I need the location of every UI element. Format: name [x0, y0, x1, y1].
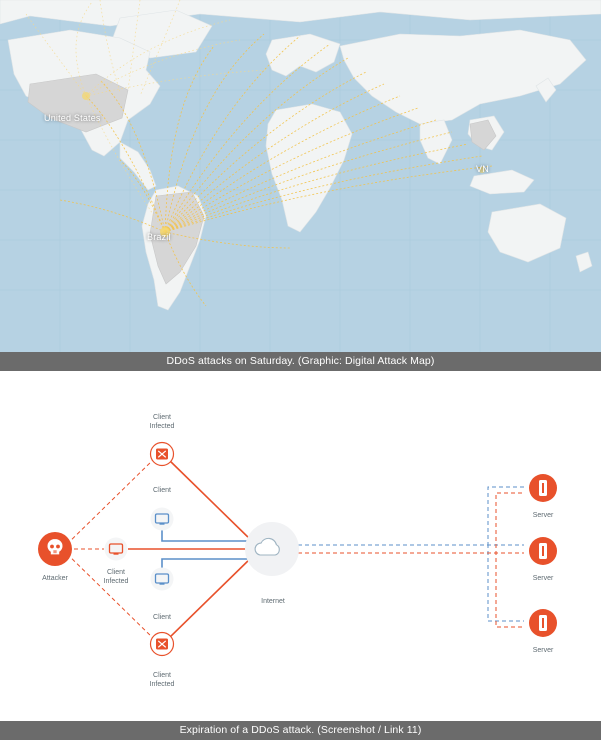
- label-client-bottom: Client: [153, 614, 171, 621]
- client-infected-top-node: [151, 443, 174, 466]
- label-client-top: Client: [153, 487, 171, 494]
- label-client-infected-bottom: Client Infected: [149, 672, 175, 688]
- label-attacker: Attacker: [42, 575, 68, 582]
- ddos-diagram-graphic: [0, 371, 601, 721]
- world-map-graphic: [0, 0, 601, 352]
- brazil-hub: [160, 227, 170, 237]
- internet-node: [245, 522, 299, 576]
- server-middle-node: [529, 537, 557, 565]
- client-bottom-node: [151, 568, 174, 591]
- label-client-infected-top: Client Infected: [149, 414, 175, 430]
- label-internet: Internet: [261, 598, 285, 605]
- map-label-vietnam: VN: [476, 164, 489, 174]
- server-top-node: [529, 474, 557, 502]
- client-infected-bottom-node: [151, 633, 174, 656]
- client-infected-middle-node: [105, 538, 128, 561]
- us-hub: [82, 92, 90, 100]
- label-server-bottom: Server: [532, 647, 554, 654]
- ddos-diagram-caption: Expiration of a DDoS attack. (Screenshot / Link 11): [0, 721, 601, 740]
- ddos-diagram-figure: [0, 371, 601, 721]
- map-label-united-states: United States: [44, 113, 101, 123]
- server-bottom-node: [529, 609, 557, 637]
- label-client-infected-middle: Client Infected: [103, 569, 129, 585]
- map-label-brazil: Brazil: [147, 232, 171, 242]
- attacker-node: [38, 532, 72, 566]
- attack-map-caption: DDoS attacks on Saturday. (Graphic: Digital Attack Map): [0, 352, 601, 371]
- label-server-middle: Server: [532, 575, 554, 582]
- vn-hub: [479, 167, 485, 173]
- client-top-node: [151, 508, 174, 531]
- label-server-top: Server: [532, 512, 554, 519]
